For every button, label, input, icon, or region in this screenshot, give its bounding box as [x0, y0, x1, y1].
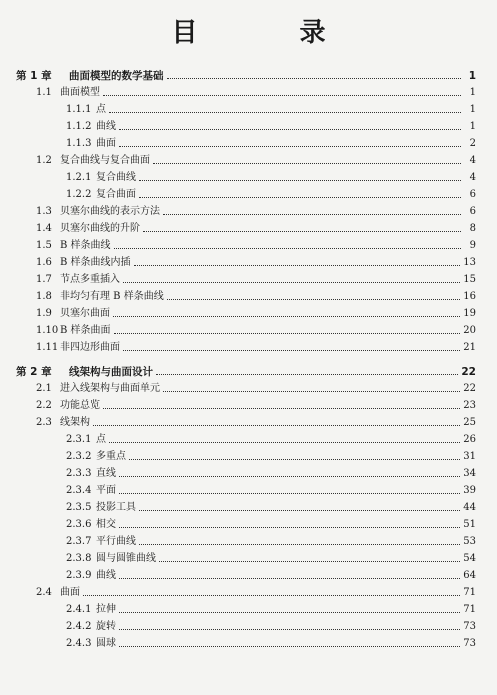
toc-entry-page-number: 6	[469, 189, 476, 200]
toc-entry-title: 非四边形曲面	[60, 342, 120, 353]
toc-entry-page-number: 53	[463, 536, 476, 547]
toc-entry-number: 2.3.1	[66, 434, 92, 445]
toc-entry-page-number: 1	[469, 121, 476, 132]
toc-entry-page-number: 54	[463, 553, 476, 564]
toc-entry-number: 1.1.1	[66, 104, 92, 115]
toc-entry-title: 贝塞尔曲线的表示方法	[60, 206, 160, 217]
toc-subsection-entry	[16, 497, 476, 514]
toc-entry-number: 1.7	[36, 274, 52, 285]
toc-entry-title: 节点多重插入	[60, 274, 120, 285]
toc-subsection-entry	[16, 429, 476, 446]
toc-entry-page-number: 64	[463, 570, 476, 581]
toc-entry-page-number: 1	[469, 104, 476, 115]
toc-entry-page-number: 1	[469, 87, 476, 98]
toc-entry-page-number: 73	[463, 621, 476, 632]
toc-subsection-entry	[16, 531, 476, 548]
toc-entry-number: 2.3.5	[66, 502, 92, 513]
dot-leader	[113, 315, 460, 317]
dot-leader	[123, 281, 460, 283]
toc-entry-number: 2.3.7	[66, 536, 92, 547]
toc-section-entry	[16, 582, 476, 599]
toc-entry-page-number: 4	[469, 172, 476, 183]
toc-entry-page-number: 31	[463, 451, 476, 462]
toc-entry-title: 曲面	[60, 587, 80, 598]
toc-entry-number: 1.5	[36, 240, 52, 251]
dot-leader	[119, 475, 460, 477]
toc-entry-number: 2.3.3	[66, 468, 92, 479]
toc-section-entry	[16, 252, 476, 269]
toc-entry-page-number: 22	[461, 366, 476, 378]
toc-entry-number: 2.3.8	[66, 553, 92, 564]
toc-entry-page-number: 44	[463, 502, 476, 513]
toc-section-entry	[16, 286, 476, 303]
dot-leader	[167, 298, 461, 300]
toc-entry-number: 1.1	[36, 87, 52, 98]
toc-entry-title: 复合曲面	[96, 189, 136, 200]
dot-leader	[119, 577, 460, 579]
toc-entry-number: 2.3.6	[66, 519, 92, 530]
toc-section-entry	[16, 269, 476, 286]
toc-entry-page-number: 39	[463, 485, 476, 496]
toc-entry-title: 曲线	[96, 570, 116, 581]
toc-entry-title: B 样条曲线	[60, 240, 111, 251]
toc-chapter-entry	[16, 64, 476, 82]
toc-entry-title: 复合曲线	[96, 172, 136, 183]
dot-leader	[93, 424, 460, 426]
toc-entry-page-number: 2	[469, 138, 476, 149]
toc-entry-title: 贝塞尔曲线的升阶	[60, 223, 140, 234]
toc-entry-title: 线架构与曲面设计	[69, 366, 153, 378]
dot-leader	[139, 179, 461, 181]
toc-entry-number: 1.2.1	[66, 172, 92, 183]
toc-entry-number: 2.3.4	[66, 485, 92, 496]
toc-entry-title: 进入线架构与曲面单元	[60, 383, 160, 394]
toc-entry-number: 第 2 章	[16, 366, 52, 378]
toc-subsection-entry	[16, 99, 476, 116]
toc-entry-title: 曲线	[96, 121, 116, 132]
dot-leader	[114, 247, 461, 249]
toc-entry-number: 1.1.2	[66, 121, 92, 132]
toc-section-entry	[16, 320, 476, 337]
toc-entry-title: 功能总览	[60, 400, 100, 411]
toc-entry-number: 1.1.3	[66, 138, 92, 149]
toc-subsection-entry	[16, 116, 476, 133]
toc-entry-page-number: 21	[463, 342, 476, 353]
toc-section-entry	[16, 378, 476, 395]
dot-leader	[103, 407, 460, 409]
toc-entry-page-number: 26	[463, 434, 476, 445]
toc-entry-page-number: 22	[463, 383, 476, 394]
toc-entry-number: 2.3	[36, 417, 52, 428]
toc-entry-title: 线架构	[60, 417, 90, 428]
toc-entry-title: B 样条曲面	[60, 325, 111, 336]
toc-entry-page-number: 6	[469, 206, 476, 217]
toc-entry-number: 2.4	[36, 587, 52, 598]
toc-entry-title: 点	[96, 434, 106, 445]
dot-leader	[114, 332, 461, 334]
toc-subsection-entry	[16, 480, 476, 497]
page-title: 目 录	[171, 18, 364, 48]
toc-entry-number: 1.2	[36, 155, 52, 166]
dot-leader	[109, 441, 460, 443]
toc-entry-page-number: 73	[463, 638, 476, 649]
dot-leader	[163, 213, 461, 215]
toc-subsection-entry	[16, 167, 476, 184]
toc-subsection-entry	[16, 599, 476, 616]
dot-leader	[143, 230, 461, 232]
dot-leader	[123, 349, 460, 351]
toc-entry-number: 2.4.1	[66, 604, 92, 615]
dot-leader	[119, 526, 460, 528]
toc-entry-number: 2.3.2	[66, 451, 92, 462]
dot-leader	[119, 145, 461, 147]
dot-leader	[167, 77, 462, 79]
toc-entry-number: 2.2	[36, 400, 52, 411]
toc-subsection-entry	[16, 463, 476, 480]
toc-section-entry	[16, 395, 476, 412]
toc-section-entry	[16, 201, 476, 218]
toc-subsection-entry	[16, 565, 476, 582]
toc-subsection-entry	[16, 633, 476, 650]
toc-entry-title: 非均匀有理 B 样条曲线	[60, 291, 164, 302]
dot-leader	[159, 560, 460, 562]
dot-leader	[119, 492, 460, 494]
dot-leader	[119, 611, 460, 613]
toc-subsection-entry	[16, 133, 476, 150]
dot-leader	[119, 628, 460, 630]
toc-entry-title: 曲面	[96, 138, 116, 149]
toc-entry-number: 2.4.3	[66, 638, 92, 649]
toc-entry-page-number: 20	[463, 325, 476, 336]
toc-entry-page-number: 16	[463, 291, 476, 302]
toc-entry-page-number: 71	[463, 604, 476, 615]
toc-entry-number: 1.6	[36, 257, 52, 268]
toc-entry-title: 投影工具	[96, 502, 136, 513]
toc-subsection-entry	[16, 184, 476, 201]
toc-entry-title: 多重点	[96, 451, 126, 462]
dot-leader	[139, 196, 461, 198]
toc-entry-title: 点	[96, 104, 106, 115]
dot-leader	[119, 645, 460, 647]
toc-section-entry	[16, 337, 476, 354]
dot-leader	[139, 543, 460, 545]
toc-entry-title: B 样条曲线内插	[60, 257, 131, 268]
toc-section-entry	[16, 303, 476, 320]
toc-entry-number: 1.4	[36, 223, 52, 234]
dot-leader	[156, 373, 458, 375]
toc-section-entry	[16, 235, 476, 252]
dot-leader	[83, 594, 460, 596]
toc-section-entry	[16, 218, 476, 235]
toc-section-entry	[16, 82, 476, 99]
toc-entry-page-number: 15	[463, 274, 476, 285]
toc-entry-title: 曲面模型	[60, 87, 100, 98]
toc-entry-page-number: 19	[463, 308, 476, 319]
toc-entry-title: 圆球	[96, 638, 116, 649]
toc-entry-page-number: 34	[463, 468, 476, 479]
dot-leader	[119, 128, 461, 130]
toc-entry-page-number: 51	[463, 519, 476, 530]
toc-section-entry	[16, 150, 476, 167]
toc-entry-page-number: 23	[463, 400, 476, 411]
dot-leader	[134, 264, 461, 266]
toc-entry-number: 1.9	[36, 308, 52, 319]
toc-entry-title: 圆与圆锥曲线	[96, 553, 156, 564]
dot-leader	[109, 111, 461, 113]
toc-entry-number: 2.3.9	[66, 570, 92, 581]
toc-subsection-entry	[16, 616, 476, 633]
toc-entry-title: 相交	[96, 519, 116, 530]
toc-entry-number: 第 1 章	[16, 70, 52, 82]
toc-entry-number: 1.8	[36, 291, 52, 302]
dot-leader	[153, 162, 461, 164]
toc-entry-title: 贝塞尔曲面	[60, 308, 110, 319]
toc-entry-number: 2.4.2	[66, 621, 92, 632]
toc-entry-number: 1.2.2	[66, 189, 92, 200]
toc-entry-page-number: 25	[463, 417, 476, 428]
toc-entry-page-number: 13	[463, 257, 476, 268]
dot-leader	[139, 509, 460, 511]
toc-entry-page-number: 8	[469, 223, 476, 234]
toc-entry-title: 曲面模型的数学基础	[69, 70, 164, 82]
dot-leader	[129, 458, 460, 460]
toc-subsection-entry	[16, 548, 476, 565]
toc-entry-page-number: 4	[469, 155, 476, 166]
toc-subsection-entry	[16, 446, 476, 463]
toc-section-entry	[16, 412, 476, 429]
toc-entry-page-number: 9	[469, 240, 476, 251]
toc-entry-title: 复合曲线与复合曲面	[60, 155, 150, 166]
table-of-contents	[16, 64, 476, 650]
dot-leader	[163, 390, 460, 392]
toc-subsection-entry	[16, 514, 476, 531]
toc-entry-number: 1.3	[36, 206, 52, 217]
toc-chapter-entry	[16, 360, 476, 378]
toc-entry-number: 2.1	[36, 383, 52, 394]
toc-entry-page-number: 71	[463, 587, 476, 598]
toc-entry-title: 直线	[96, 468, 116, 479]
toc-entry-title: 平面	[96, 485, 116, 496]
dot-leader	[103, 94, 461, 96]
toc-entry-page-number: 1	[468, 70, 476, 82]
toc-entry-title: 平行曲线	[96, 536, 136, 547]
toc-entry-number: 1.10	[36, 325, 59, 336]
toc-entry-title: 拉伸	[96, 604, 116, 615]
toc-entry-number: 1.11	[36, 342, 59, 353]
toc-entry-title: 旋转	[96, 621, 116, 632]
